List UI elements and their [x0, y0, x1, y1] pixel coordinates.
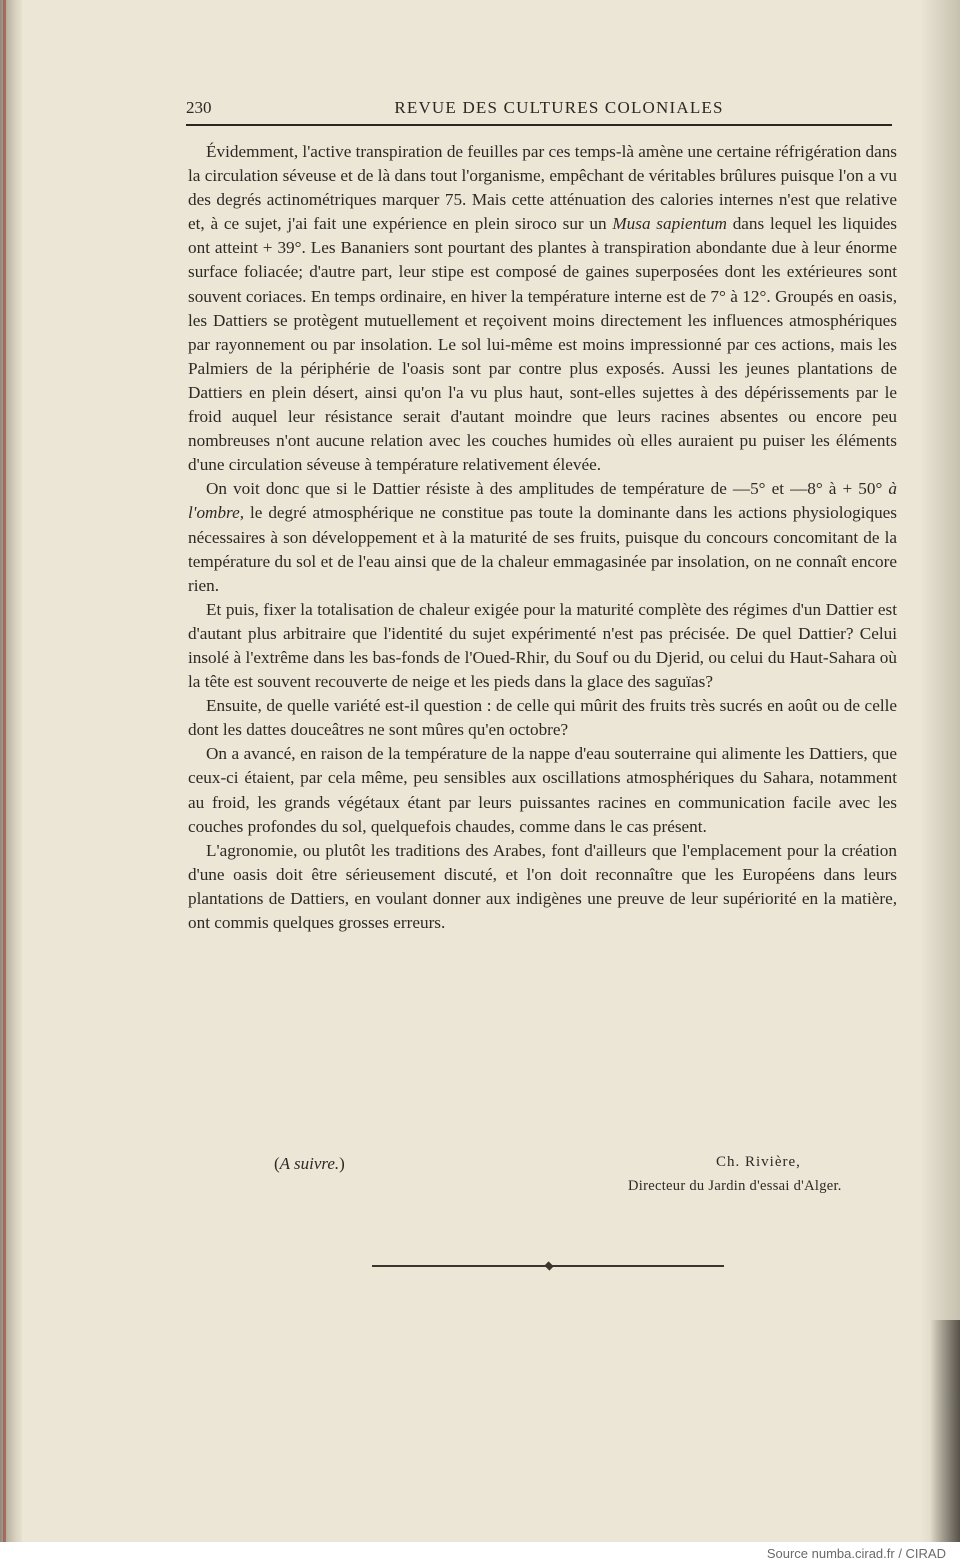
paragraph-1: Évidemment, l'active transpiration de feuilles par ces temps-là amène une certaine réfrigération dans la circulation séveuse et de là dans tout l'organisme, empêchant de véritables brûlures puisque l'on a vu des degrés actinométriques marquer 75. Mais cette atténuation des calories internes n'est que relative et, à ce sujet, j'ai fait une expérience en plein siroco sur un Musa sapientum dans lequel les liquides ont atteint + 39°. Les Bananiers sont pourtant des plantes à transpiration abondante due à leur énorme surface foliacée; d'autre part, leur stipe est composé de gaines superposées dont les extérieures sont souvent coriaces. En temps ordinaire, en hiver la température interne est de 7° à 12°. Groupés en oasis, les Dattiers se protègent mutuellement et reçoivent moins directement les influences atmosphériques par rayonnement ou par insolation. Le sol lui-même est moins impressionné par ces actions, mais les Palmiers de la périphérie de l'oasis sont par contre plus exposés. Aussi les jeunes plantations de Dattiers en plein désert, ainsi qu'on l'a vu plus haut, sont-elles sujettes à des dépérissements par le froid auquel leur résistance serait d'autant moindre que leurs racines absentes ou encore peu nombreuses n'ont aucune relation avec les couches humides où elles auraient pu puiser les éléments d'une circulation séveuse à température relativement élevée.	[188, 142, 897, 475]
page-edge-shadow	[920, 0, 960, 1542]
paragraph-3: Et puis, fixer la totalisation de chaleur exigée pour la maturité complète des régimes d'un Dattier est d'autant plus arbitraire que l'identité du sujet expérimenté n'est pas précisée. De quel Dattier? Celui insolé à l'extrême dans les bas-fonds de l'Oued-Rhir, du Souf ou du Djerid, ou celui du Haut-Sahara où la tête est souvent recouverte de neige et les pieds dans la glace des saguïas?	[188, 599, 897, 692]
journal-title: REVUE DES CULTURES COLONIALES	[394, 98, 724, 117]
paragraph-2: On voit donc que si le Dattier résiste à des amplitudes de température de —5° et —8° à + 50° à l'ombre, le degré atmosphérique ne constitue pas toute la dominante dans les actions physiologiques nécessaires à son développement et à la maturité de ses fruits, puisque du concours concomitant de la température du sol et de l'eau ainsi que de la chaleur emmagasinée par insolation, on ne connaît encore rien.	[188, 479, 897, 595]
page-number: 230	[186, 98, 212, 117]
article-signature	[188, 1152, 897, 1200]
paragraph-4: Ensuite, de quelle variété est-il question : de celle qui mûrit des fruits très sucrés en août ou de celle dont les dattes douceâtres ne sont mûres qu'en octobre?	[188, 696, 897, 740]
book-binding-edge	[0, 0, 22, 1542]
author-name: Ch. Rivière,	[716, 1154, 801, 1170]
author-role: Directeur du Jardin d'essai d'Alger.	[628, 1178, 842, 1194]
paragraph-6: L'agronomie, ou plutôt les traditions des Arabes, font d'ailleurs que l'emplacement pour la création d'une oasis doit être sérieusement discuté, et l'on doit reconnaître que les Européens dans leurs plantations de Dattiers, en voulant donner aux indigènes une preuve de leur supériorité en la matière, ont commis quelques grosses erreurs.	[188, 840, 897, 932]
shade-note: à l'ombre	[188, 479, 897, 523]
paragraph-5: On a avancé, en raison de la température de la nappe d'eau souterraine qui alimente les Dattiers, que ceux-ci étaient, par cela même, peu sensibles aux oscillations atmosphériques du Sahara, notamment au froid, les grands végétaux étant par leurs puissantes racines en communication facile avec les couches profondes du sol, quelquefois chaudes, comme dans le cas présent.	[188, 744, 897, 836]
to-be-continued: (A suivre.)	[274, 1154, 345, 1173]
species-name: Musa sapientum	[612, 214, 727, 234]
article-body	[188, 140, 897, 935]
source-credit: Source numba.cirad.fr / CIRAD	[766, 1546, 946, 1561]
end-rule-ornament	[544, 1261, 553, 1270]
running-header	[186, 96, 892, 126]
